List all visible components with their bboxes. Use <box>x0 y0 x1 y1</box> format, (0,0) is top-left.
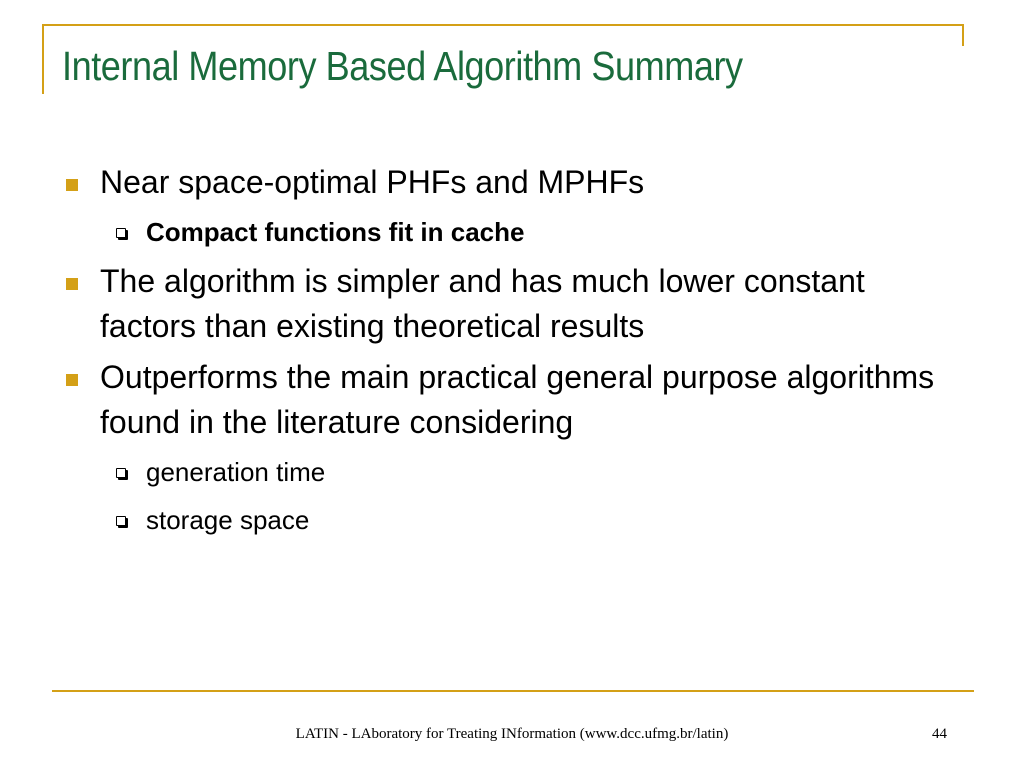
sub-bullet-text: storage space <box>146 505 310 535</box>
square-bullet-icon <box>66 179 78 191</box>
slide-number: 44 <box>932 726 947 742</box>
bullet-item <box>62 160 962 205</box>
bullet-item <box>62 355 962 445</box>
square-bullet-icon <box>66 374 78 386</box>
slide-body <box>62 160 962 547</box>
sub-bullet-item <box>62 451 962 493</box>
bullet-text: The algorithm is simpler and has much lower constant factors than existing theoretical results <box>100 263 865 344</box>
sub-bullet-text: generation time <box>146 457 326 487</box>
bullet-item <box>62 259 962 349</box>
footer-divider <box>52 690 974 692</box>
hollow-square-bullet-icon <box>116 468 126 478</box>
slide-title: Internal Memory Based Algorithm Summary <box>62 43 743 89</box>
slide-frame-left-line <box>42 24 44 94</box>
bullet-text: Near space-optimal PHFs and MPHFs <box>100 164 645 200</box>
sub-bullet-text: Compact functions fit in cache <box>146 217 525 247</box>
slide-frame-right-line <box>962 24 964 46</box>
square-bullet-icon <box>66 278 78 290</box>
hollow-square-bullet-icon <box>116 228 126 238</box>
bullet-text: Outperforms the main practical general purpose algorithms found in the literature considering <box>100 359 935 440</box>
hollow-square-bullet-icon <box>116 516 126 526</box>
slide-footer: LATIN - LAboratory for Treating INformation (www.dcc.ufmg.br/latin) <box>295 726 729 742</box>
slide-frame-top-line <box>42 24 964 26</box>
sub-bullet-item <box>62 499 962 541</box>
sub-bullet-item <box>62 211 962 253</box>
